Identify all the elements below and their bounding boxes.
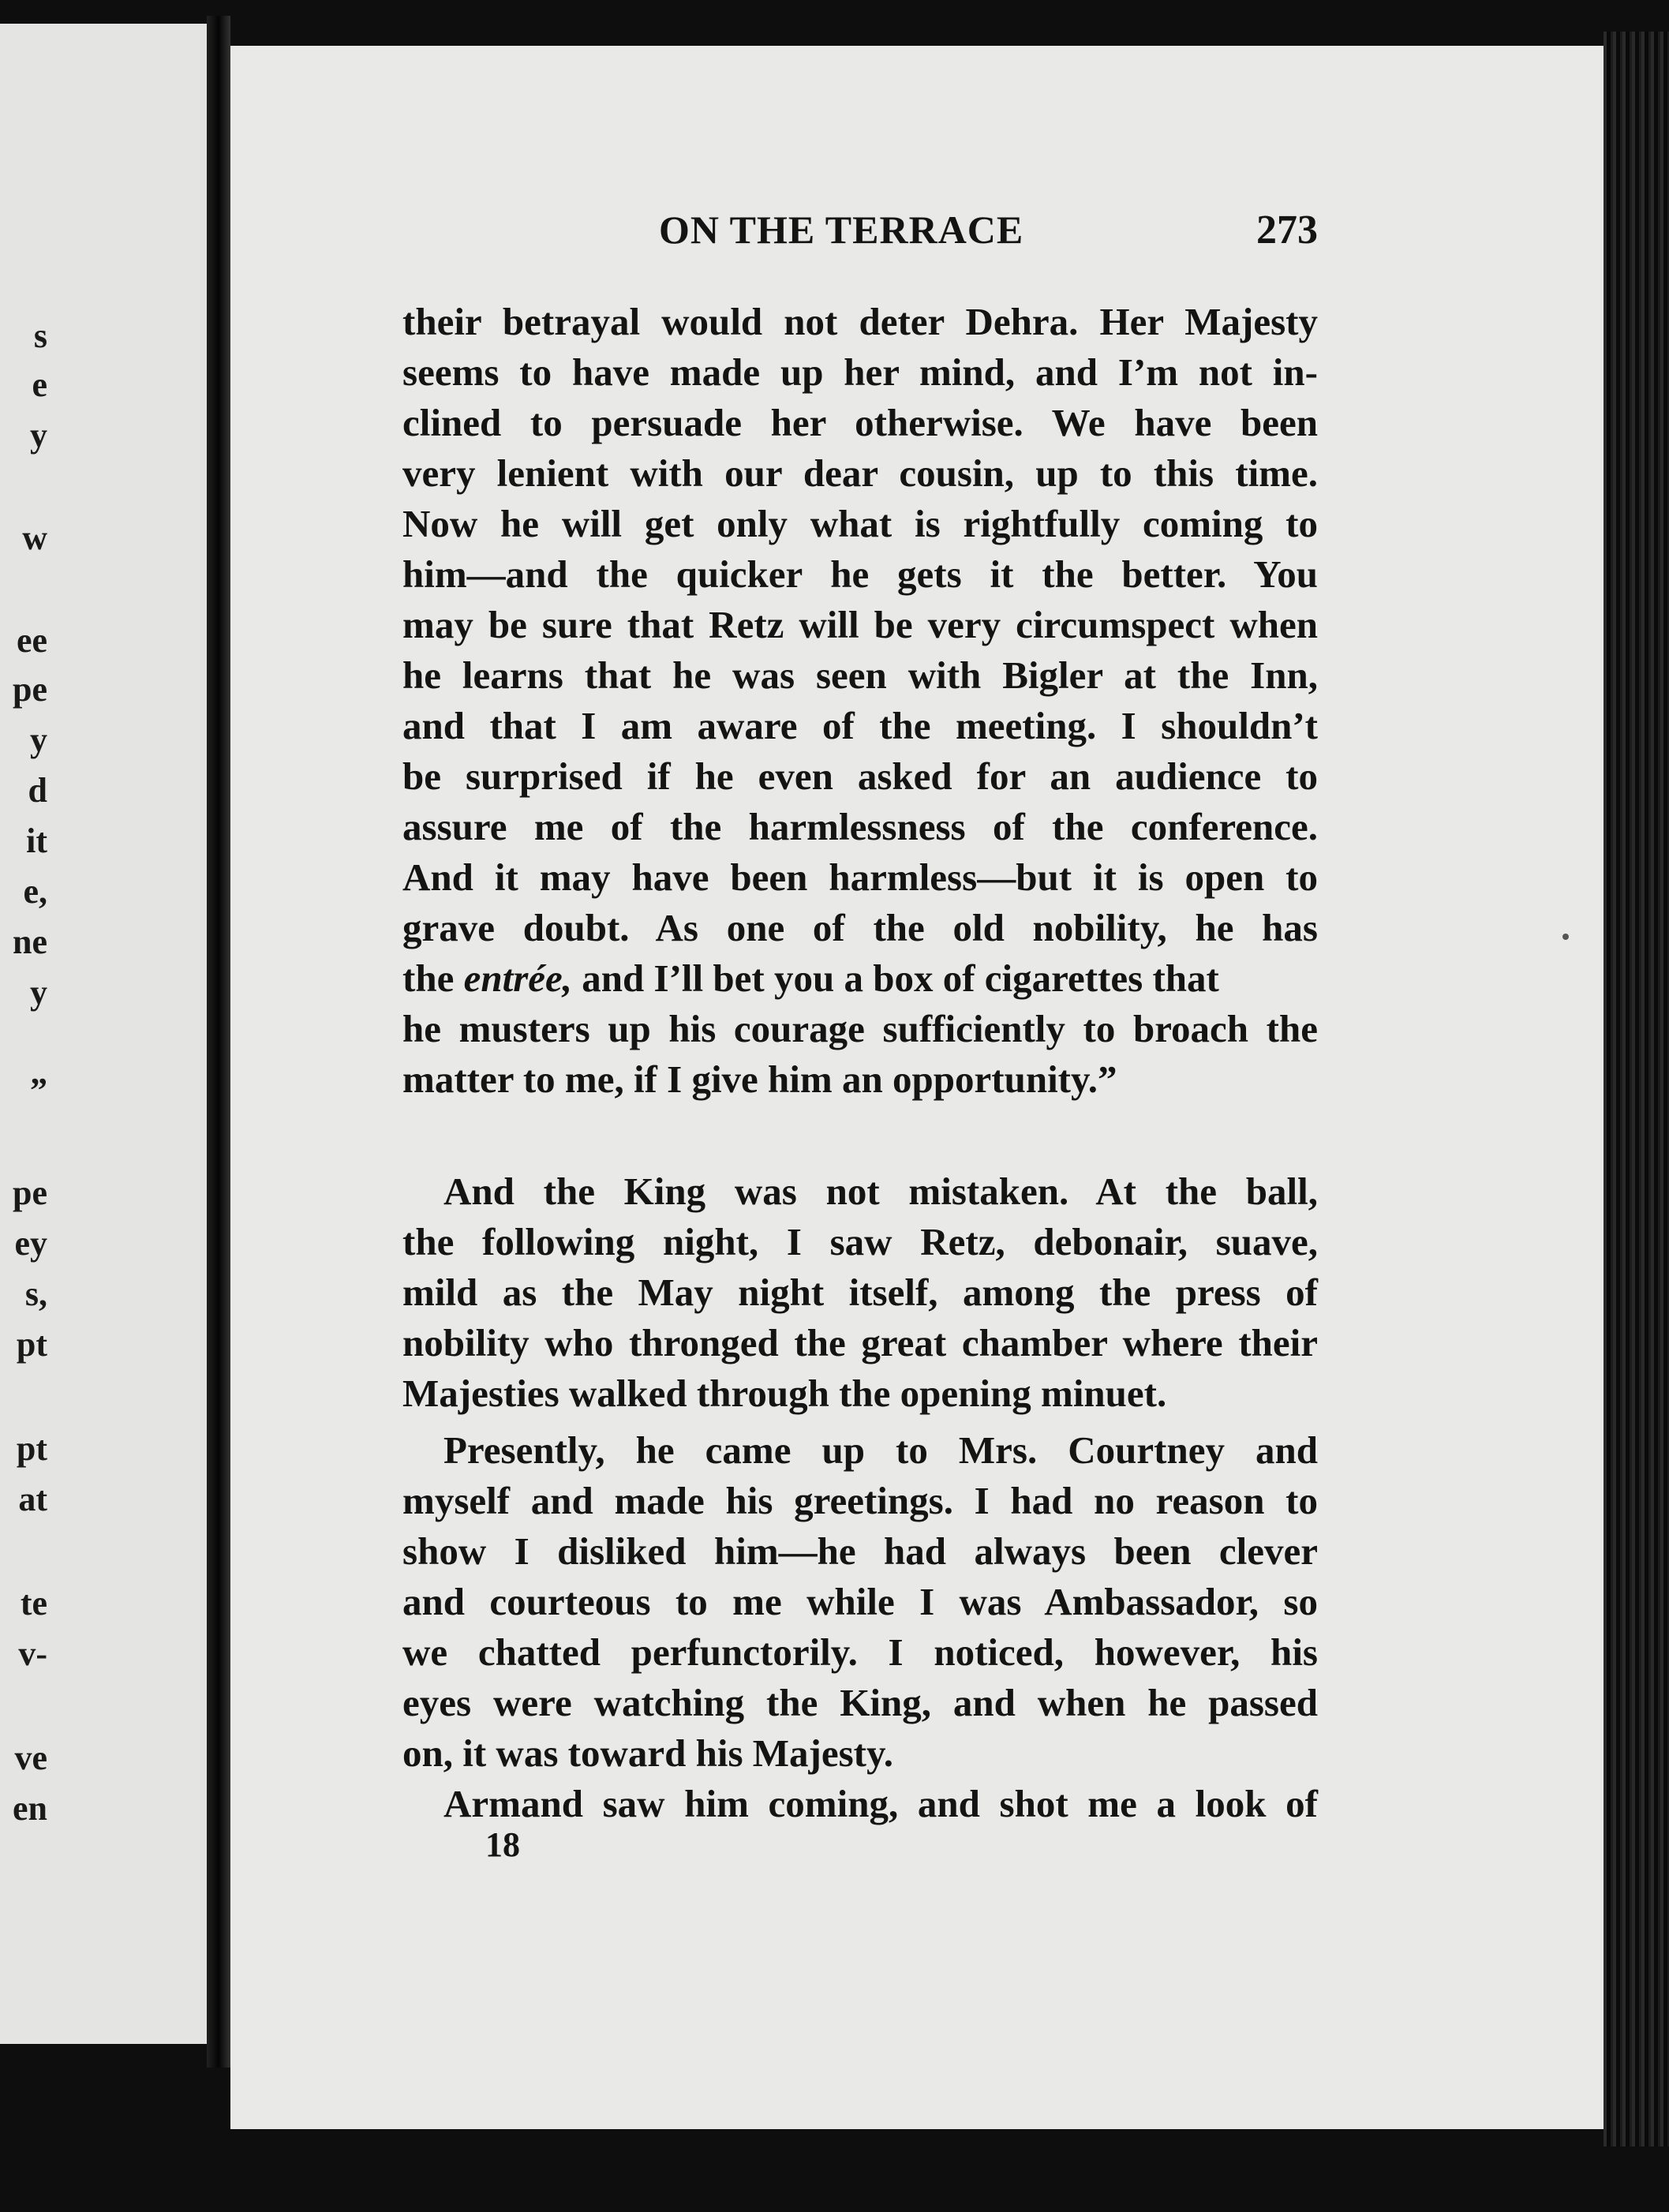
text-line: may be sure that Retz will be very circumspect when (402, 603, 1318, 646)
text-line: Now he will get only what is rightfully coming to (402, 502, 1318, 545)
italic-word: entrée, (463, 956, 573, 1000)
text-line: matter to me, if I give him an opportunity.” (402, 1057, 1117, 1101)
line-end-fragment: at (18, 1480, 47, 1518)
text-line: show I disliked him—he had always been clever (402, 1529, 1318, 1573)
scan-speck (1562, 934, 1569, 940)
text-line: their betrayal would not deter Dehra. Her Majesty (402, 300, 1318, 343)
line-end-fragment: ve (14, 1739, 47, 1777)
running-title: ON THE TERRACE (659, 208, 1024, 252)
text-line: and that I am aware of the meeting. I shouldn’t (402, 704, 1318, 747)
line-end-fragment: ” (30, 1071, 47, 1110)
line-end-fragment: pt (16, 1325, 47, 1364)
text-line: on, it was toward his Majesty. (402, 1731, 894, 1775)
text-line: seems to have made up her mind, and I’m not in- (402, 350, 1318, 394)
text-line: he musters up his courage sufficiently to broach the (402, 1007, 1318, 1050)
line-end-fragment: d (28, 771, 47, 810)
line-end-fragment: pt (16, 1429, 47, 1468)
text-line: myself and made his greetings. I had no reason to (402, 1479, 1318, 1522)
text-line: nobility who thronged the great chamber where their (402, 1321, 1318, 1364)
text-line: eyes were watching the King, and when he passed (402, 1681, 1318, 1724)
running-head (402, 207, 1318, 262)
page-edge-stack (1604, 32, 1669, 2147)
text-line: Armand saw him coming, and shot me a look of (443, 1782, 1318, 1825)
text-line: be surprised if he even asked for an audience to (402, 754, 1318, 798)
text-line: mild as the May night itself, among the press of (402, 1271, 1318, 1314)
text-line: him—and the quicker he gets it the better. You (402, 552, 1318, 596)
line-end-fragment: te (20, 1584, 47, 1623)
line-end-fragment: pe (13, 1173, 47, 1212)
text-line: And the King was not mistaken. At the ball, (443, 1170, 1318, 1213)
line-end-fragment: it (26, 822, 47, 860)
page-number: 273 (1256, 208, 1318, 253)
previous-page-fragment (0, 24, 207, 2044)
book-gutter (207, 16, 230, 2068)
text-line: Majesties walked through the opening minuet. (402, 1372, 1167, 1415)
line-end-fragment: s, (24, 1274, 47, 1313)
text-line: he learns that he was seen with Bigler at the Inn, (402, 653, 1318, 697)
text-line: we chatted perfunctorily. I noticed, however, his (402, 1630, 1318, 1674)
line-end-fragment: v- (18, 1634, 47, 1673)
text-line: And it may have been harmless—but it is open to (402, 855, 1318, 899)
line-end-fragment: ne (13, 923, 47, 961)
line-end-fragment: ee (16, 621, 47, 660)
line-end-fragment: y (30, 720, 47, 759)
line-end-fragment: y (30, 416, 47, 455)
line-rest: and I’ll bet you a box of cigarettes that (582, 956, 1219, 1000)
text-line: assure me of the harmlessness of the conference. (402, 805, 1318, 848)
line-end-fragment: y (30, 973, 47, 1012)
line-end-fragment: s (33, 316, 47, 355)
line-end-fragment: e, (23, 872, 47, 911)
line-end-fragment: w (22, 518, 47, 557)
text-line: very lenient with our dear cousin, up to this time. (402, 451, 1318, 495)
text-line: and courteous to me while I was Ambassador, so (402, 1580, 1318, 1623)
text-line: grave doubt. As one of the old nobility, he has (402, 906, 1318, 949)
text-line-with-italic (402, 955, 1318, 1002)
line-end-fragment: e (32, 365, 47, 404)
line-prefix: the (402, 956, 455, 1000)
text-line: the following night, I saw Retz, debonair, suave, (402, 1220, 1318, 1263)
signature-mark: 18 (485, 1825, 520, 1864)
line-end-fragment: pe (13, 670, 47, 709)
line-end-fragment: ey (14, 1224, 47, 1263)
text-line: clined to persuade her otherwise. We have been (402, 401, 1318, 444)
text-line: Presently, he came up to Mrs. Courtney and (443, 1428, 1318, 1472)
line-end-fragment: en (13, 1789, 47, 1828)
